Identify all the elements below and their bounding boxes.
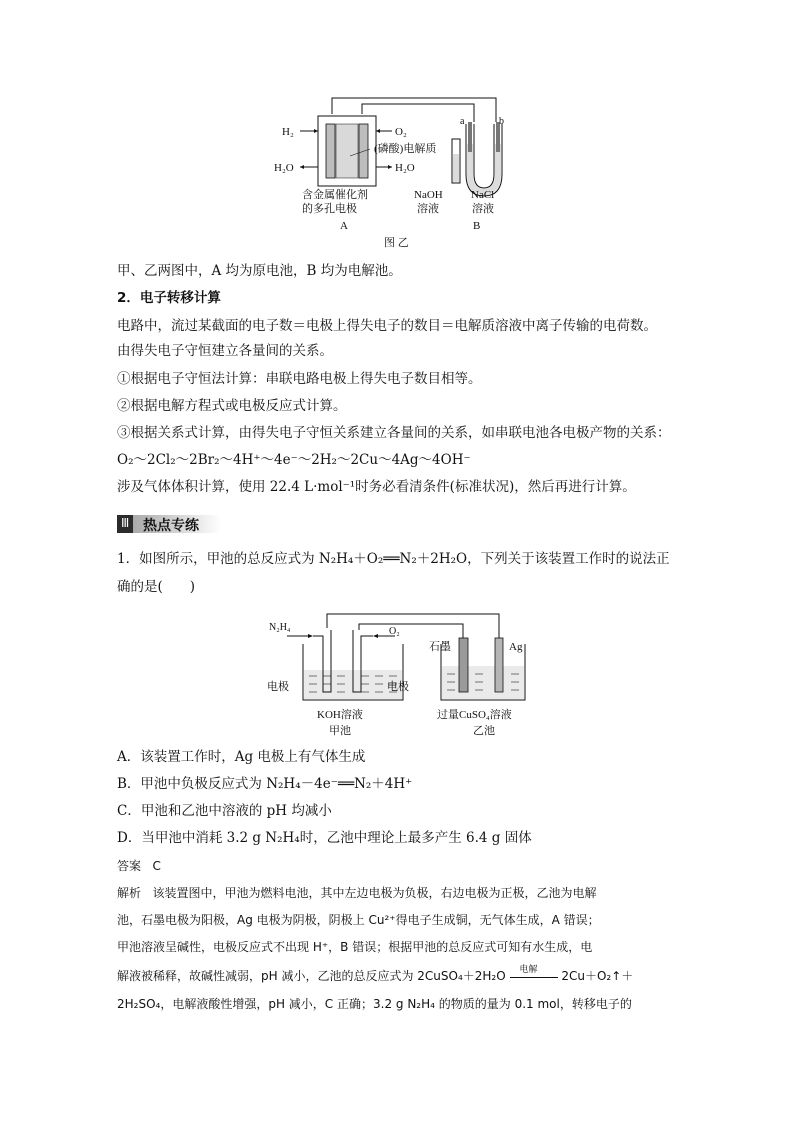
analysis-line-1 [117,884,596,902]
option-c: C．甲池和乙池中溶液的 pH 均减小 [117,803,332,819]
nacl-label-2: 溶液 [472,203,494,215]
paragraph-method-2: ②根据电解方程式或电极反应式计算。 [117,398,347,414]
answer-value: C [152,859,161,873]
analysis-line-4 [117,964,634,985]
electrolyte-label: (磷酸)电解质 [374,143,437,155]
paragraph-gas-volume: 涉及气体体积计算，使用 22.4 L·mol⁻¹时务必看清条件(标准状况)，然后再进行计算。 [117,479,636,495]
paragraph-method-1: ①根据电子守恒法计算：串联电路电极上得失电子数目相等。 [117,371,482,387]
naoh-label-1: NaOH [414,189,443,201]
ag-electrode-label: Ag [509,641,523,653]
analysis-line-2: 池，石墨电极为阳极，Ag 电极为阴极，阴极上 Cu²⁺得电子生成铜，无气体生成，A 错误； [117,913,600,927]
question-1-line-2: 确的是( ) [117,579,196,595]
o2-inlet-label: O₂ [389,626,400,637]
n2h4-label: N₂H₄ [269,622,291,633]
paragraph-circuit: 电路中，流过某截面的电子数＝电极上得失电子的数目＝电解质溶液中离子传输的电荷数。 [117,318,657,334]
figure-question-diagram [265,608,535,740]
yi-label: 乙池 [473,725,495,737]
h2-label: H₂ [282,126,294,138]
paragraph-summary: 甲、乙两图中，A 均为原电池，B 均为电解池。 [117,263,402,279]
option-d: D．当甲池中消耗 3.2 g N₂H₄时，乙池中理论上最多产生 6.4 g 固体 [117,830,532,846]
option-a: A．该装置工作时，Ag 电极上有气体生成 [117,749,366,765]
section-title: 热点专练 [143,518,199,534]
electrolysis-arrow [510,964,558,984]
analysis-text-4b: 2Cu＋O₂↑＋ [561,969,634,983]
figure-caption: 图 乙 [384,237,409,249]
h2o-left-label: H₂O [274,162,294,174]
analysis-line-3: 甲池溶液呈碱性，电极反应式不出现 H⁺，B 错误；根据甲池的总反应式可知有水生成，电 [117,940,593,954]
analysis-label: 解析 [117,886,142,900]
naoh-label-2: 溶液 [417,203,439,215]
graphite-label: 石墨 [429,641,451,653]
electrode-right-label: 电极 [387,681,409,693]
electrolysis-condition: 电解 [519,964,538,975]
paragraph-method-3: ③根据关系式计算，由得失电子守恒关系建立各量间的关系，如串联电池各电极产物的关系： [117,425,671,441]
relation-chain: O₂～2Cl₂～2Br₂～4H⁺～4e⁻～2H₂～2Cu～4Ag～4OH⁻ [117,452,471,468]
answer-label: 答案 [117,859,142,873]
paragraph-conservation: 由得失电子守恒建立各量间的关系。 [117,343,333,359]
o2-label: O₂ [395,126,407,138]
label-a: A [340,220,348,232]
section-header [117,515,221,533]
h2o-right-label: H₂O [395,162,415,174]
koh-label: KOH溶液 [317,709,363,721]
analysis-line-5: 2H₂SO₄，电解液酸性增强，pH 减小，C 正确；3.2 g N₂H₄ 的物质的量为 0.1 mol，转移电子的 [117,997,632,1011]
analysis-text-4a: 解液被稀释，故碱性减弱，pH 减小，乙池的总反应式为 2CuSO₄＋2H₂O [117,969,506,983]
figure-yi-diagram [270,94,530,250]
nacl-label-1: NaCl [471,189,495,201]
electrode-label-2: 的多孔电极 [302,203,357,215]
question-1-line-1: 1．如图所示，甲池的总反应式为 N₂H₄＋O₂══N₂＋2H₂O，下列关于该装置工作时的说法正 [117,551,670,567]
electrode-left-label: 电极 [267,681,289,693]
analysis-text-1: 该装置图中，甲池为燃料电池，其中左边电极为负极，右边电极为正极，乙池为电解 [152,886,597,900]
label-b: B [473,220,481,232]
terminal-a: a [460,116,465,127]
option-b: B．甲池中负极反应式为 N₂H₄－4e⁻══N₂＋4H⁺ [117,776,413,792]
section-icon: Ⅲ [117,515,133,533]
jia-label: 甲池 [329,725,351,737]
answer-row [117,857,161,875]
cuso4-label: 过量CuSO₄溶液 [437,709,512,721]
subheading-electron-transfer: 2．电子转移计算 [117,290,221,306]
terminal-b: b [499,116,504,127]
electrode-label-1: 含金属催化剂 [302,189,368,201]
